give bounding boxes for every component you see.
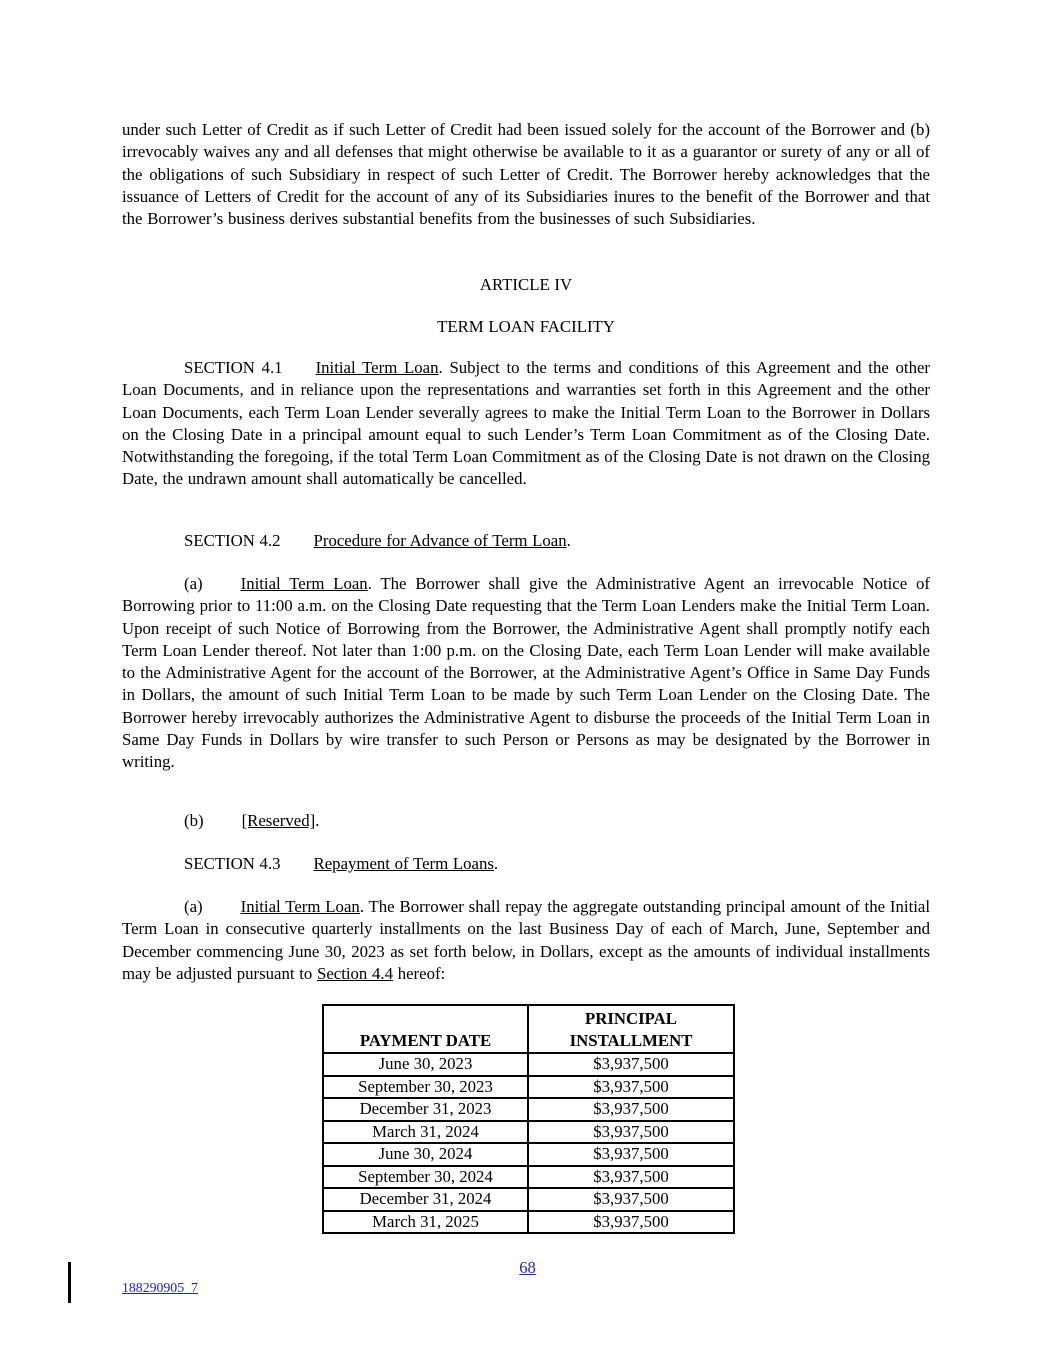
payment-date-cell: March 31, 2025 [323,1211,528,1234]
section-4-2b-title: [Reserved] [241,811,316,830]
installment-amount-cell: $3,937,500 [528,1188,734,1211]
table-header-row [323,1005,734,1053]
payment-date-cell: December 31, 2023 [323,1098,528,1121]
installment-amount-cell: $3,937,500 [528,1143,734,1166]
section-4-2-period: . [566,531,571,550]
term-loan-facility-heading: TERM LOAN FACILITY [437,317,615,336]
payment-date-header: PAYMENT DATE [323,1005,528,1053]
section-4-2b-paragraph [122,810,930,832]
table-row [323,1188,734,1211]
document-number-link[interactable]: 188290905_7 [122,1280,198,1295]
table-row [323,1121,734,1144]
section-4-2a-title: Initial Term Loan [240,574,368,593]
section-4-4-cross-reference: Section 4.4 [316,963,393,983]
payment-date-cell: September 30, 2023 [323,1076,528,1099]
section-4-3-title: Repayment of Term Loans [313,854,494,873]
section-4-3a-body-after: hereof: [393,963,446,983]
section-4-1-label: SECTION 4.1 [184,358,283,377]
section-4-2-title: Procedure for Advance of Term Loan [313,531,567,550]
table-row [323,1053,734,1076]
payment-date-cell: June 30, 2023 [323,1053,528,1076]
section-4-2a-label: (a) [184,574,203,593]
payment-date-cell: June 30, 2024 [323,1143,528,1166]
section-4-1-title: Initial Term Loan [315,358,439,377]
page-footer [0,1258,1055,1278]
section-4-3a-label: (a) [184,897,203,916]
table-row [323,1143,734,1166]
section-4-3-label: SECTION 4.3 [184,854,281,873]
section-4-3a-title: Initial Term Loan [240,897,360,916]
section-4-2b-label: (b) [184,811,204,830]
article-iv-heading: ARTICLE IV [479,275,573,294]
section-4-2a-paragraph [122,573,930,774]
page-number-link[interactable]: 68 [519,1258,536,1277]
installment-amount-cell: $3,937,500 [528,1053,734,1076]
document-number [122,1280,198,1296]
table-row [323,1211,734,1234]
section-4-2-heading [122,530,930,552]
installment-amount-cell: $3,937,500 [528,1098,734,1121]
section-4-2-label: SECTION 4.2 [184,531,281,550]
installment-amount-cell: $3,937,500 [528,1121,734,1144]
table-row [323,1076,734,1099]
payment-date-cell: September 30, 2024 [323,1166,528,1189]
installment-amount-cell: $3,937,500 [528,1076,734,1099]
section-4-2a-body: . The Borrower shall give the Administrative Agent an irrevocable Notice of Borrowing prior to 11:00 a.m. on the Closing Date requesting that the Term Loan Lenders make the Initial Term Loan. Upon receipt of such Notice of Borrowing from the Borrower, the Administrative Agent shall promptly notify each Term Loan Lender thereof. Not later than 1:00 p.m. on the Closing Date, each Term Loan Lender will make available to the Administrative Agent for the account of the Borrower, at the Administrative Agent’s Office in Same Day Funds in Dollars, the amount of such Initial Term Loan to be made by such Term Loan Lender on the Closing Date. The Borrower hereby irrevocably authorizes the Administrative Agent to disburse the proceeds of the Initial Term Loan in Same Day Funds in Dollars by wire transfer to such Person or Persons as may be designated by the Borrower in writing. [122,574,930,772]
principal-installment-header: PRINCIPAL INSTALLMENT [528,1005,734,1053]
section-4-1-body: . Subject to the terms and conditions of this Agreement and the other Loan Documents, and in reliance upon the representations and warranties set forth in this Agreement and the other Loan Documents, each Term Loan Lender severally agrees to make the Initial Term Loan to the Borrower in Dollars on the Closing Date in a principal amount equal to such Lender’s Term Loan Commitment as of the Closing Date. Notwithstanding the foregoing, if the total Term Loan Commitment as of the Closing Date is not drawn on the Closing Date, the undrawn amount shall automatically be cancelled. [122,358,931,489]
installment-amount-cell: $3,937,500 [528,1166,734,1189]
table-row [323,1166,734,1189]
payment-date-cell: December 31, 2024 [323,1188,528,1211]
installment-amount-cell: $3,937,500 [528,1211,734,1234]
section-4-3a-paragraph [122,896,930,985]
payment-date-cell: March 31, 2024 [323,1121,528,1144]
section-4-2b-period: . [315,811,320,830]
section-4-3-heading [122,853,930,875]
table-row [323,1098,734,1121]
section-4-1-paragraph [122,357,930,491]
section-4-3-period: . [493,854,499,873]
section-4-3a-body: . The Borrower shall repay the aggregate outstanding principal amount of the Initial Term Loan in consecutive quarterly installments on the last Business Day of each of March, June, September and December commencing June 30, 2023 as set forth below, in Dollars, except as the amounts of individual installments may be adjusted pursuant to [122,897,930,983]
paragraph-letter-of-credit: under such Letter of Credit as if such Letter of Credit had been issued solely for the account of the Borrower and (b) irrevocably waives any and all defenses that might otherwise be available to it as a guarantor or surety of any or all of the obligations of such Subsidiary in respect of such Letter of Credit. The Borrower hereby acknowledges that the issuance of Letters of Credit for the account of any of its Subsidiaries inures to the benefit of the Borrower and that the Borrower’s business derives substantial benefits from the businesses of such Subsidiaries. [122,120,930,229]
payment-schedule-table [322,1004,735,1234]
